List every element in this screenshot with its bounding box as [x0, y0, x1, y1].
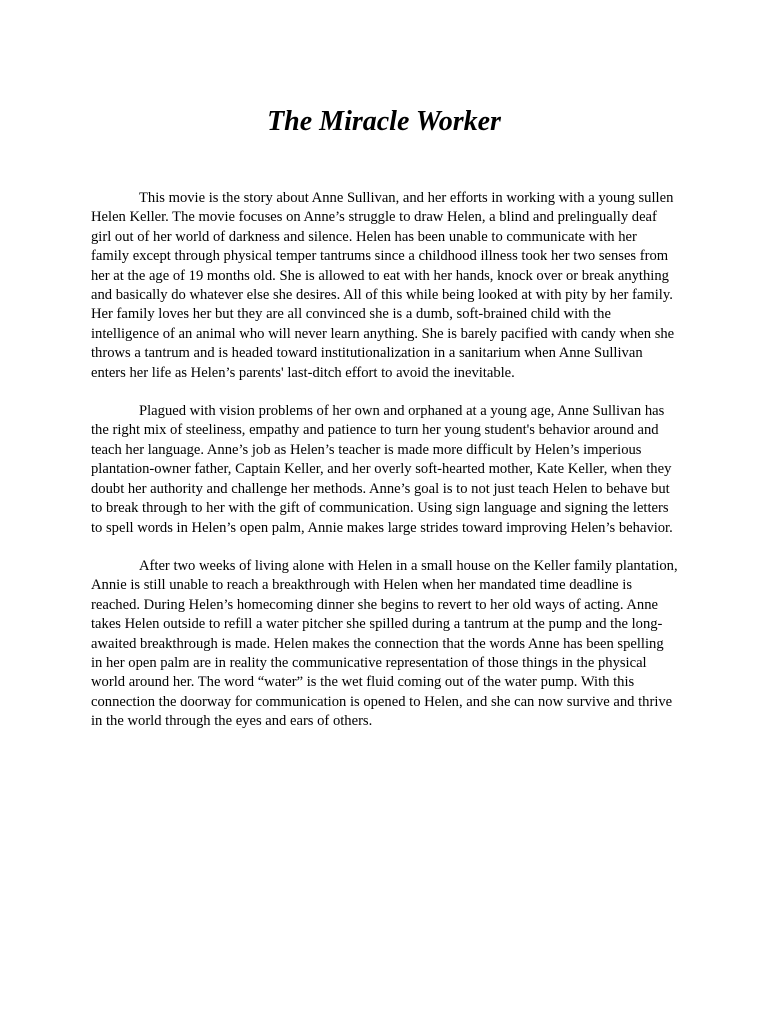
paragraph-1: This movie is the story about Anne Sullivan, and her efforts in working with a young sullen Helen Keller. The movie focuses on Anne’s struggle to draw Helen, a blind and prelingually deaf girl out of her world of darkness and silence. Helen has been unable to communicate with her family except through physical temper tantrums since a childhood illness took her two senses from her at the age of 19 months old. She is allowed to eat with her hands, knock over or break anything and basically do whatever else she desires. All of this while being looked at with pity by her family. Her family loves her but they are all convinced she is a dumb, soft-brained child with the intelligence of an animal who will never learn anything. She is barely pacified with candy when she throws a tantrum and is headed toward institutionalization in a sanitarium when Anne Sullivan enters her life as Helen’s parents' last-ditch effort to avoid the inevitable. [91, 190, 675, 381]
paragraph-3: After two weeks of living alone with Helen in a small house on the Keller family plantation, Annie is still unable to reach a breakthrough with Helen when her mandated time deadline is reached. During Helen’s homecoming dinner she begins to revert to her old ways of acting. Anne takes Helen outside to refill a water pitcher she spilled during a tantrum at the pump and the long-awaited breakthrough is made. Helen makes the connection that the words Anne has been spelling in her open palm are in reality the communicative representation of those things in the physical world around her. The word “water” is the wet fluid coming out of the water pump. With this connection the doorway for communication is opened to Helen, and she can now survive and thrive in the world through the eyes and ears of others. [91, 557, 678, 730]
paragraph-2: Plagued with vision problems of her own and orphaned at a young age, Anne Sullivan has the right mix of steeliness, empathy and patience to turn her young student's behavior around and teach her language. Anne’s job as Helen’s teacher is made more difficult by Helen’s imperious plantation-owner father, Captain Keller, and her overly soft-hearted mother, Kate Keller, when they doubt her authority and challenge her methods. Anne’s goal is to not just teach Helen to behave but to break through to her with the gift of communication. Using sign language and signing the letters to spell words in Helen’s open palm, Annie makes large strides toward improving Helen’s behavior. [91, 403, 673, 536]
document-body [91, 189, 678, 751]
document-title: The Miracle Worker [267, 106, 501, 137]
